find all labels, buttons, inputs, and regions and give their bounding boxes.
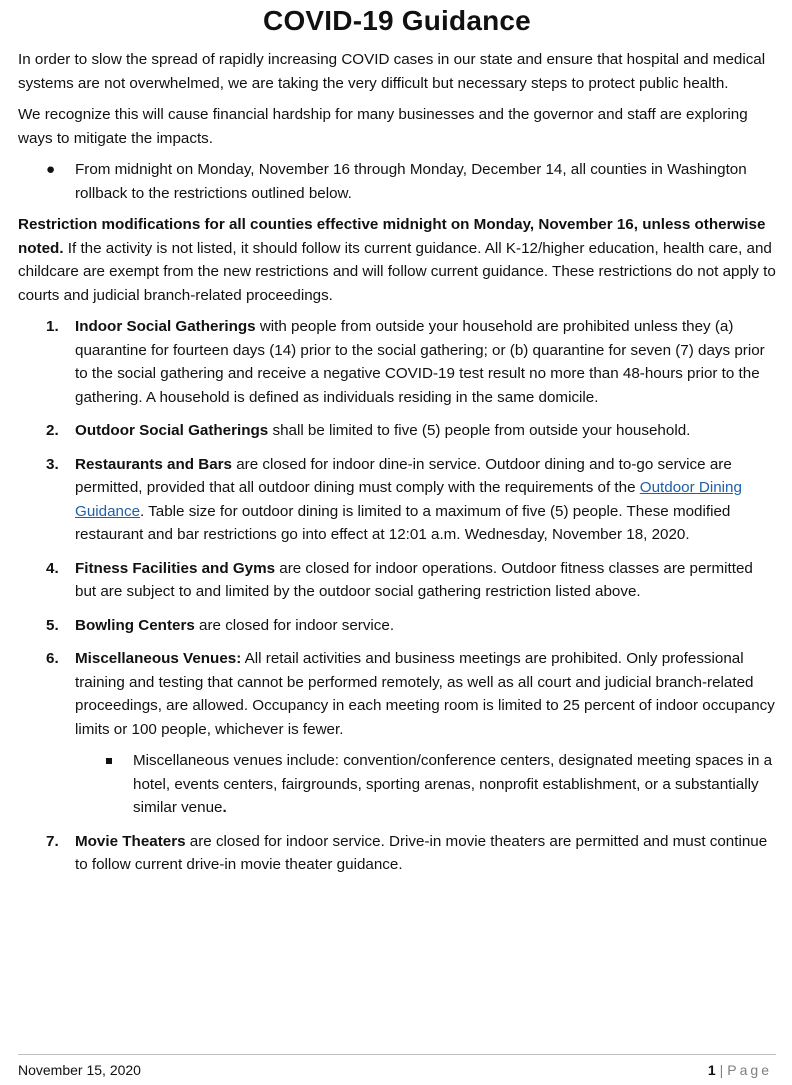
page-number: 1 <box>707 1062 716 1078</box>
restriction-item-indoor-gatherings <box>18 315 776 409</box>
restrictions-list <box>18 315 776 877</box>
item-text-after-link: . Table size for outdoor dining is limited to a maximum of five (5) people. These modified restaurant and bar restrictions go into effect at 12:01 a.m. Wednesday, November 18, 2020. <box>75 502 731 543</box>
page-separator: | <box>719 1062 724 1078</box>
footer-page-number <box>708 1061 772 1079</box>
item-heading: Restaurants and Bars <box>75 455 232 473</box>
item-heading: Miscellaneous Venues: <box>75 650 242 667</box>
item-heading: Fitness Facilities and Gyms <box>75 559 276 577</box>
bullet-dot-icon: ● <box>46 161 56 178</box>
page-word: Page <box>727 1062 772 1078</box>
item-text-before-link: are closed for indoor dine-in service. Outdoor dining and to-go service are permitted, provided that all outdoor dining must comply with the requirements of the <box>75 455 732 496</box>
restrictions-intro-text: If the activity is not listed, it should follow its current guidance. All K-12/higher education, health care, and childcare are exempt from the new restrictions and will follow current guidance. These restrictions do not apply to courts and judicial branch-related proceedings. <box>18 239 776 304</box>
restriction-item-bowling <box>18 614 776 638</box>
restrictions-intro <box>18 213 776 307</box>
sub-item-end: . <box>222 799 227 816</box>
restriction-item-fitness-gyms <box>18 557 776 604</box>
item-number: 1. <box>46 318 59 335</box>
item-text: with people from outside your household are prohibited unless they (a) quarantine for fourteen days (14) prior to the social gathering; or (b) quarantine for seven (7) days prior to the social gathering and receive a negative COVID-19 test result no more than 48-hours prior to the gathering. A household is defined as individuals residing in the same domicile. <box>75 318 765 406</box>
footer-date: November 15, 2020 <box>18 1062 141 1078</box>
item-number: 5. <box>46 616 59 634</box>
restriction-item-restaurants-bars <box>18 453 776 547</box>
item-text: are closed for indoor operations. Outdoor fitness classes are permitted but are subject to and limited by the outdoor social gathering restriction listed above. <box>75 559 753 600</box>
rollback-bullet-item <box>18 158 776 205</box>
item-number: 4. <box>46 559 59 577</box>
rollback-bullet-list <box>18 158 776 205</box>
outdoor-dining-guidance-link[interactable]: Outdoor Dining Guidance <box>75 479 742 520</box>
item-heading: Bowling Centers <box>75 616 195 634</box>
rollback-bullet-text: From midnight on Monday, November 16 through Monday, December 14, all counties in Washington rollback to the restrictions outlined below. <box>75 161 747 202</box>
item-text: are closed for indoor service. <box>194 616 395 634</box>
item-text: shall be limited to five (5) people from outside your household. <box>268 422 691 439</box>
item-heading: Outdoor Social Gatherings <box>75 422 269 439</box>
restriction-item-outdoor-gatherings <box>18 419 776 443</box>
sub-item-text: Miscellaneous venues include: convention/conference centers, designated meeting spaces in a hotel, events centers, fairgrounds, sporting arenas, nonprofit establishment, or a substantially similar venue <box>133 752 773 816</box>
document-page <box>18 0 776 887</box>
misc-venues-sub-item <box>75 749 776 820</box>
item-text: All retail activities and business meetings are prohibited. Only professional training and testing that cannot be performed remotely, as well as all court and judicial branch-related proceedings, are allowed. Occupancy in each meeting room is limited to 25 percent of indoor occupancy limits or 100 people, whichever is fewer. <box>75 650 775 738</box>
item-number: 6. <box>46 650 59 667</box>
item-number: 7. <box>46 832 59 850</box>
restriction-item-misc-venues <box>18 647 776 820</box>
intro-paragraph-1: In order to slow the spread of rapidly increasing COVID cases in our state and ensure that hospital and medical systems are not overwhelmed, we are taking the very difficult but necessary steps to protect public health. <box>18 51 766 92</box>
item-number: 3. <box>46 455 59 473</box>
restriction-item-movie-theaters <box>18 830 776 877</box>
item-number: 2. <box>46 422 59 439</box>
page-footer <box>18 1054 776 1078</box>
item-heading: Movie Theaters <box>75 832 186 850</box>
square-bullet-icon <box>106 758 112 764</box>
restrictions-intro-bold: Restriction modifications for all counties effective midnight on Monday, November 16, unless otherwise noted. <box>18 216 766 257</box>
page-title: COVID-19 Guidance <box>263 5 531 36</box>
intro-paragraph-2: We recognize this will cause financial hardship for many businesses and the governor and staff are exploring ways to mitigate the impacts. <box>18 106 748 147</box>
item-heading: Indoor Social Gatherings <box>75 318 256 335</box>
misc-venues-sub-list <box>75 749 776 820</box>
item-text: are closed for indoor service. Drive-in movie theaters are permitted and must continue to follow current drive-in movie theater guidance. <box>75 832 768 873</box>
